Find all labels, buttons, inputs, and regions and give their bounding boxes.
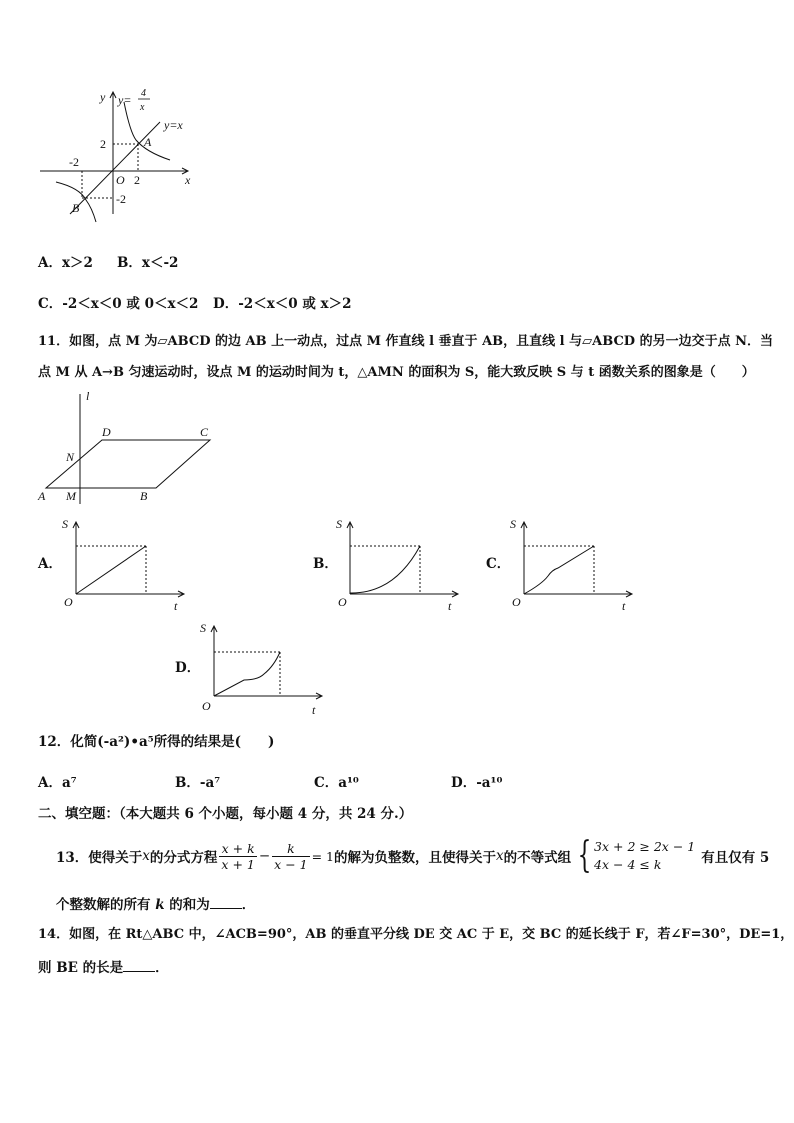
label-x: x (185, 173, 191, 187)
q12-option-d: D．-a¹⁰ (451, 775, 503, 791)
q13-line2-suffix: 的和为 (164, 897, 210, 913)
q11-stem-line-2: 点 M 从 A→B 匀速运动时，设点 M 的运动时间为 t，△AMN 的面积为 S，能大致反映 S 与 t 函数关系的图象是（ ） (38, 365, 755, 380)
q13-frac2-den: x − 1 (274, 856, 308, 872)
q14-line2-end: ． (155, 960, 169, 976)
q13-minus: − (258, 848, 271, 864)
q13-inequality-system (573, 835, 696, 876)
q13-var-x: x (142, 848, 150, 864)
q12-option-a: A．a⁷ (38, 775, 77, 791)
q13-var-k: k (155, 897, 165, 913)
graph-curve (524, 546, 594, 594)
label-two-x: 2 (134, 173, 140, 187)
label-m: M (66, 489, 76, 503)
q11-option-c-graph (508, 514, 638, 614)
q14-line-2 (38, 959, 169, 976)
q11-option-c-label: C． (486, 556, 511, 572)
axis-s: S (336, 517, 342, 531)
graph-curve (214, 652, 280, 696)
q11-option-b-label: B． (313, 556, 338, 572)
label-y: y (100, 90, 106, 104)
label-d: D (102, 425, 111, 439)
q13-ineq-1: 3x + 2 ≥ 2x − 1 (594, 838, 696, 854)
q13-prefix: 13．使得关于 (56, 850, 143, 866)
q13-fraction-1 (219, 841, 256, 872)
q13-ineq-2: 4x − 4 ≤ k (594, 857, 662, 872)
q10-option-b: B．x＜-2 (117, 255, 179, 271)
q11-option-a-label: A． (38, 556, 62, 572)
q13-answer-blank[interactable] (210, 896, 242, 909)
q13-mid3: 的不等式组 (503, 850, 572, 866)
q13-frac1-num: x + k (221, 840, 255, 856)
q10-option-c: C．-2＜x＜0 或 0＜x＜2 (38, 296, 199, 312)
label-neg-two-y: -2 (116, 192, 126, 206)
axis-s: S (200, 621, 206, 635)
label-neg-two-x: -2 (69, 155, 79, 169)
graph-curve (350, 546, 420, 593)
axis-s: S (62, 517, 68, 531)
q13-frac1-den: x + 1 (221, 856, 255, 872)
axis-o: O (512, 595, 521, 609)
label-origin: O (116, 173, 125, 187)
axis-o: O (202, 699, 211, 713)
brace-icon: { (577, 835, 592, 876)
axis-t: t (448, 599, 452, 613)
q13-line2-prefix: 个整数解的所有 (56, 897, 156, 913)
parallelogram-abcd (46, 440, 210, 488)
axis-s: S (510, 517, 516, 531)
q10-function-graph (36, 84, 206, 224)
q10-option-d: D．-2＜x＜0 或 x＞2 (213, 296, 352, 312)
q13-line-1 (56, 834, 769, 878)
axis-t: t (622, 599, 626, 613)
label-c: C (200, 425, 209, 439)
label-curve-num: 4 (141, 88, 146, 99)
q12-option-c: C．a¹⁰ (314, 775, 359, 791)
axis-t: t (312, 703, 316, 717)
q11-option-b-graph (334, 514, 464, 614)
q13-equals-one: = 1 (311, 848, 335, 864)
section-2-title: 二、填空题：（本大题共 6 个小题，每小题 4 分，共 24 分.） (38, 806, 413, 822)
axis-o: O (338, 595, 347, 609)
q13-frac2-num: k (287, 840, 295, 856)
q11-option-a-graph (60, 514, 190, 614)
axis-t: t (174, 599, 178, 613)
label-line-eq: y=x (164, 118, 183, 132)
label-curve-den: x (140, 102, 145, 113)
q11-option-d-graph (198, 618, 328, 718)
q14-line-1: 14．如图，在 Rt△ABC 中，∠ACB=90°，AB 的垂直平分线 DE 交 AC 于 E，交 BC 的延长线于 F，若∠F=30°，DE=1， (38, 927, 794, 942)
q14-line2-prefix: 则 BE 的长是 (38, 960, 124, 976)
q11-parallelogram-figure (34, 388, 224, 508)
q13-line-2 (56, 896, 255, 913)
q10-option-a: A．x＞2 (38, 255, 93, 271)
q12-option-b: B．-a⁷ (175, 775, 221, 791)
q13-var-x-2: x (496, 848, 504, 864)
axis-o: O (64, 595, 73, 609)
label-l: l (86, 389, 90, 403)
label-n: N (66, 450, 75, 464)
graph-curve (76, 546, 146, 594)
q13-mid2: 的解为负整数，且使得关于 (334, 850, 497, 866)
q14-answer-blank[interactable] (123, 959, 155, 972)
label-b: B (140, 489, 148, 503)
q11-option-d-label: D． (175, 660, 201, 676)
q13-line2-end: ． (241, 897, 256, 913)
label-point-a: A (144, 135, 152, 149)
label-two-y: 2 (100, 137, 106, 151)
q12-stem: 12．化简(-a²)•a⁵所得的结果是( ) (38, 734, 275, 750)
q13-mid1: 的分式方程 (149, 850, 218, 866)
label-curve-eq: y= (118, 93, 132, 107)
q13-suffix: 有且仅有 5 (701, 850, 770, 866)
q13-fraction-2 (272, 841, 309, 872)
label-a: A (38, 489, 46, 503)
q11-stem-line-1: 11．如图，点 M 为▱ABCD 的边 AB 上一动点，过点 M 作直线 l 垂直于 AB，且直线 l 与▱ABCD 的另一边交于点 N．当 (38, 334, 774, 349)
label-point-b: B (72, 201, 80, 215)
